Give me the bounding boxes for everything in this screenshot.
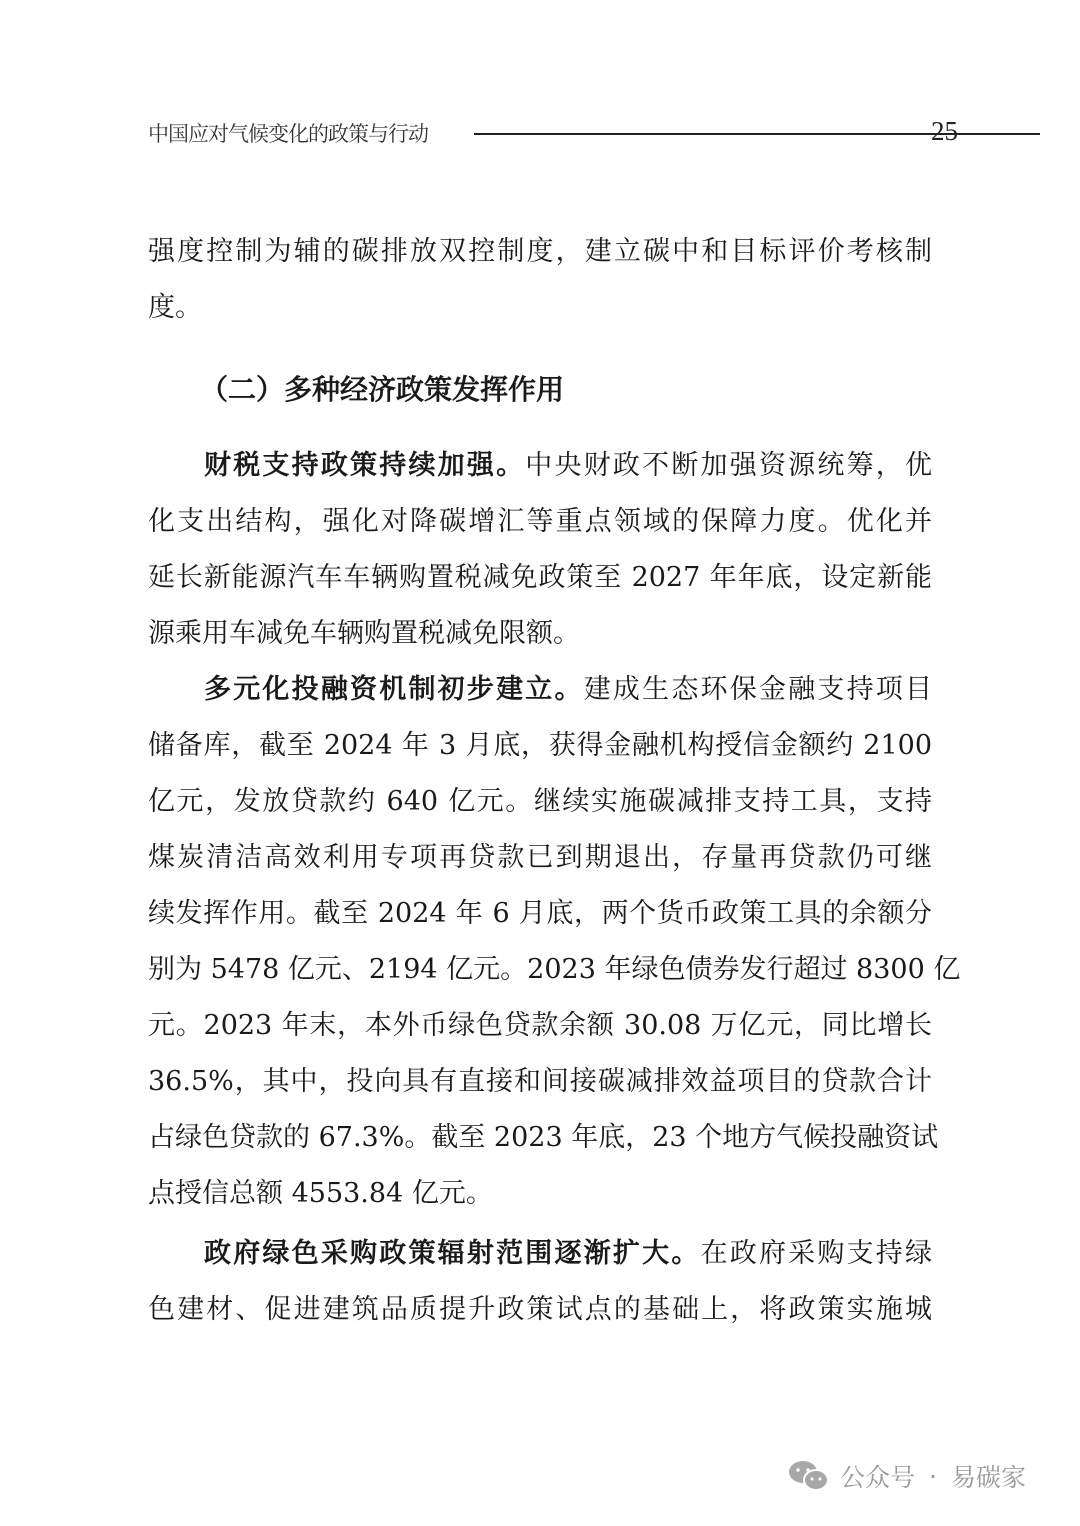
- header-title: 中国应对气候变化的政策与行动: [148, 122, 428, 146]
- line-text: 色建材、促进建筑品质提升政策试点的基础上，将政策实施城: [148, 1294, 932, 1325]
- watermark-separator: ·: [929, 1461, 937, 1491]
- line-text: 储备库，截至 2024 年 3 月底，获得金融机构授信金额约 2100: [148, 730, 932, 761]
- paragraph-lead: 政府绿色采购政策辐射范围逐渐扩大。: [204, 1238, 701, 1269]
- text-line: [148, 614, 932, 654]
- line-text: 占绿色贷款的 67.3%。截至 2023 年底，23 个地方气候投融资试: [148, 1122, 939, 1153]
- text-line: [148, 838, 932, 878]
- paragraph-lead: 多元化投融资机制初步建立。: [204, 674, 584, 705]
- line-text: 中央财政不断加强资源统筹，优: [525, 450, 933, 481]
- line-text: 度。: [148, 292, 202, 323]
- text-line: [148, 950, 961, 990]
- line-text: 点授信总额 4553.84 亿元。: [148, 1178, 493, 1209]
- text-line: [204, 446, 932, 486]
- text-line: [148, 1290, 932, 1330]
- line-text: 续发挥作用。截至 2024 年 6 月底，两个货币政策工具的余额分: [148, 898, 932, 929]
- line-text: 化支出结构，强化对降碳增汇等重点领域的保障力度。优化并: [148, 506, 932, 537]
- line-text: 亿元，发放贷款约 640 亿元。继续实施碳减排支持工具，支持: [148, 786, 932, 817]
- line-text: 延长新能源汽车车辆购置税减免政策至 2027 年年底，设定新能: [148, 562, 932, 593]
- line-text: 煤炭清洁高效利用专项再贷款已到期退出，存量再贷款仍可继: [148, 842, 932, 873]
- page-number: 25: [931, 116, 958, 146]
- line-text: 别为 5478 亿元、2194 亿元。2023 年绿色债券发行超过 8300 亿: [148, 954, 961, 985]
- text-line: [148, 288, 932, 328]
- running-header: [148, 118, 958, 150]
- text-line: [148, 726, 932, 766]
- text-line: [148, 502, 932, 542]
- watermark: [788, 1458, 1026, 1494]
- line-text: 在政府采购支持绿: [700, 1238, 933, 1269]
- watermark-prefix: 公众号: [840, 1463, 916, 1492]
- line-text: 36.5%，其中，投向具有直接和间接碳减排效益项目的贷款合计: [148, 1066, 932, 1097]
- text-line: [148, 894, 932, 934]
- line-text: 元。2023 年末，本外币绿色贷款余额 30.08 万亿元，同比增长: [148, 1010, 932, 1041]
- line-text: 强度控制为辅的碳排放双控制度，建立碳中和目标评价考核制: [148, 236, 932, 267]
- text-line: [148, 232, 932, 272]
- watermark-name: 易碳家: [950, 1463, 1026, 1492]
- text-line: [148, 782, 932, 822]
- line-text: 源乘用车减免车辆购置税减免限额。: [148, 618, 580, 649]
- text-line: [148, 1006, 932, 1046]
- text-line: [148, 1174, 932, 1214]
- text-line: [204, 670, 932, 710]
- paragraph-lead: 财税支持政策持续加强。: [204, 450, 526, 481]
- section-heading: （二）多种经济政策发挥作用: [200, 373, 565, 406]
- text-line: [148, 1062, 932, 1102]
- wechat-icon: [788, 1459, 830, 1493]
- text-line: [204, 1234, 932, 1274]
- line-text: 建成生态环保金融支持项目: [583, 674, 933, 705]
- text-line: [148, 558, 932, 598]
- text-line: [148, 1118, 939, 1158]
